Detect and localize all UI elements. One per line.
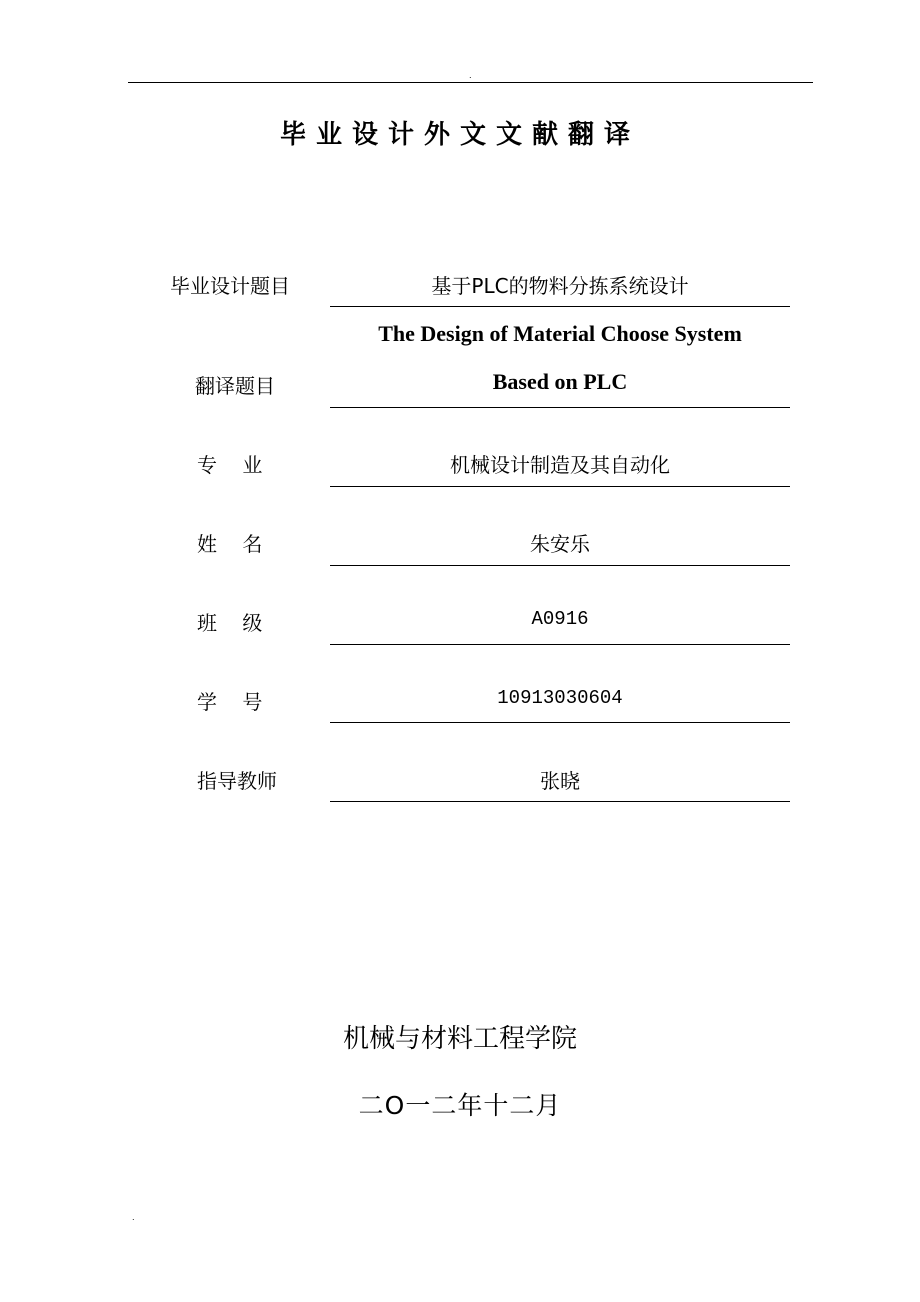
document-title: 毕业设计外文文献翻译 bbox=[279, 120, 640, 150]
class-underline bbox=[330, 644, 790, 645]
advisor-value: 张晓 bbox=[540, 769, 580, 793]
advisor-underline bbox=[330, 801, 790, 802]
translation-title-underline bbox=[330, 407, 790, 408]
advisor-label: 指导教师 bbox=[197, 769, 277, 793]
student-id-underline bbox=[330, 722, 790, 723]
header-mark: . bbox=[469, 71, 472, 80]
document-date: 二O一二年十二月 bbox=[358, 1091, 562, 1120]
student-id-value: 10913030604 bbox=[497, 687, 623, 709]
translation-title-line2: Based on PLC bbox=[492, 369, 628, 394]
student-id-label: 学 号 bbox=[197, 690, 263, 714]
major-underline bbox=[330, 486, 790, 487]
class-label: 班 级 bbox=[197, 611, 263, 635]
class-value: A0916 bbox=[531, 608, 589, 630]
major-label: 专 业 bbox=[197, 453, 263, 477]
name-label: 姓 名 bbox=[197, 532, 263, 556]
thesis-title-underline bbox=[330, 306, 790, 307]
name-underline bbox=[330, 565, 790, 566]
major-value: 机械设计制造及其自动化 bbox=[450, 453, 670, 477]
school-name: 机械与材料工程学院 bbox=[342, 1024, 577, 1054]
translation-title-label: 翻译题目 bbox=[195, 374, 275, 398]
translation-title-line1: The Design of Material Choose System bbox=[378, 321, 742, 346]
thesis-title-label: 毕业设计题目 bbox=[170, 274, 290, 298]
footer-mark: . bbox=[132, 1213, 135, 1222]
thesis-title-value: 基于PLC的物料分拣系统设计 bbox=[431, 274, 689, 298]
header-rule bbox=[128, 82, 813, 83]
name-value: 朱安乐 bbox=[530, 532, 590, 556]
